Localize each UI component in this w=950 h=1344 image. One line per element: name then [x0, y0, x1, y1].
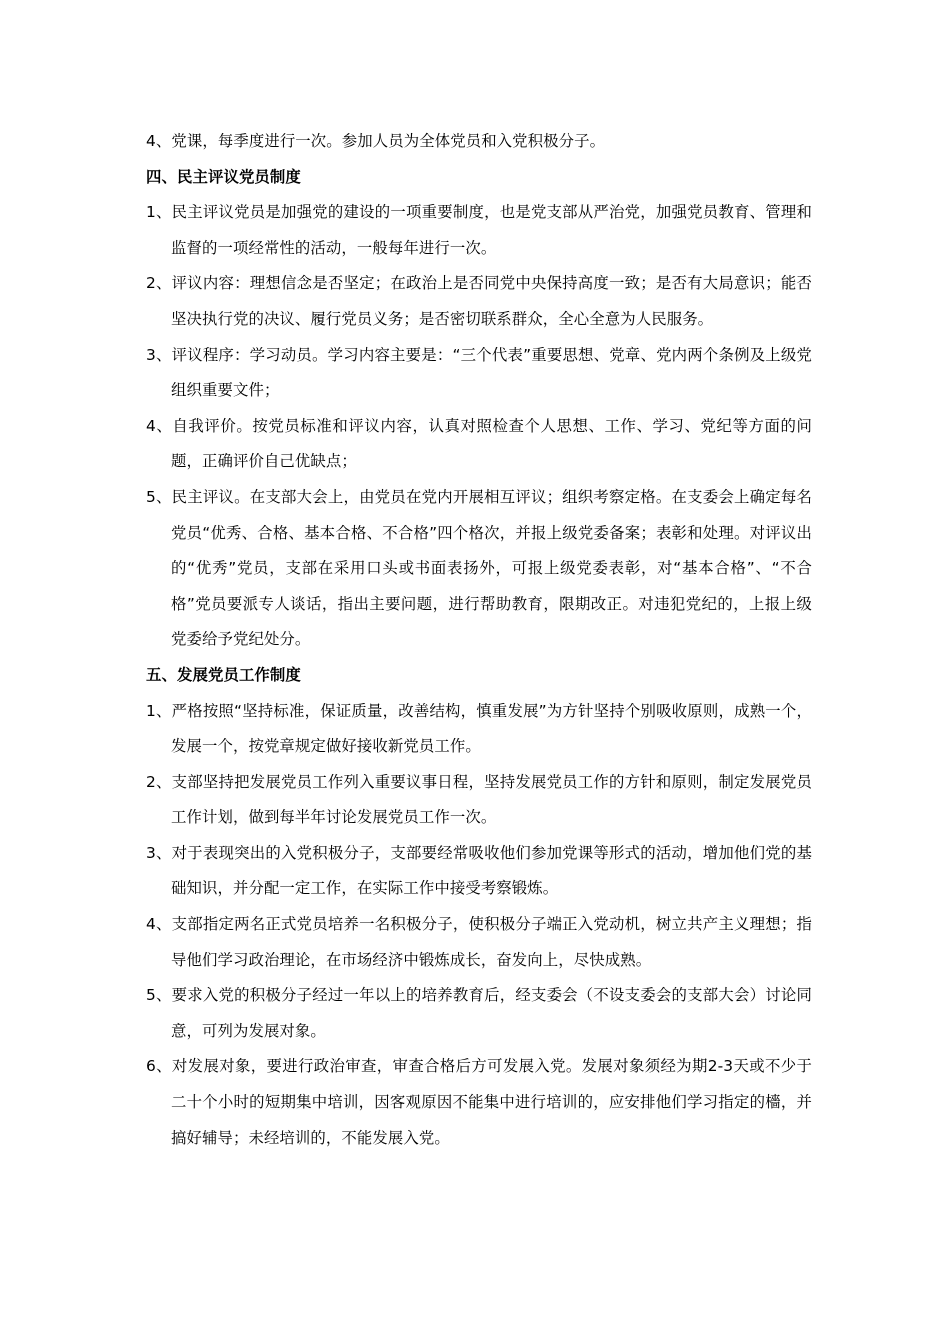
- list-item: 2、评议内容：理想信念是否坚定；在政治上是否同党中央保持高度一致；是否有大局意识；能否坚决执行党的决议、履行党员义务；是否密切联系群众，全心全意为人民服务。: [146, 274, 812, 328]
- list-item: 1、严格按照“坚持标准，保证质量，改善结构，慎重发展”为方针坚持个别吸收原则，成熟一个，发展一个，按党章规定做好接收新党员工作。: [146, 701, 812, 756]
- list-item: 2、支部坚持把发展党员工作列入重要议事日程，坚持发展党员工作的方针和原则，制定发展党员工作计划，做到每半年讨论发展党员工作一次。: [146, 772, 812, 827]
- list-item: 5、要求入党的积极分子经过一年以上的培养教育后，经支委会（不设支委会的支部大会）讨论同意，可列为发展对象。: [146, 986, 812, 1040]
- section-heading-member-development: 五、发展党员工作制度: [146, 665, 301, 684]
- list-item: 4、自我评价。按党员标准和评议内容，认真对照检查个人思想、工作、学习、党纪等方面的问题，正确评价自己优缺点；: [146, 416, 812, 471]
- list-item: 4、支部指定两名正式党员培养一名积极分子，使积极分子端正入党动机，树立共产主义理想；指导他们学习政治理论，在市场经济中锻炼成长，奋发向上，尽快成熟。: [146, 915, 812, 969]
- list-item: 5、民主评议。在支部大会上，由党员在党内开展相互评议；组织考察定格。在支委会上确定每名党员“优秀、合格、基本合格、不合格”四个格次，并报上级党委备案；表彰和处理。对评议出的“优秀”党员，支部在采用口头或书面表扬外，可报上级党委表彰，对“基本合格”、“不合格”党员要派专人谈话，指出主要问题，进行帮助教育，限期改正。对违犯党纪的，上报上级党委给予党纪处分。: [146, 487, 812, 649]
- document-body: [146, 124, 812, 1156]
- section-heading-democratic-review: 四、民主评议党员制度: [146, 167, 301, 186]
- list-item: 6、对发展对象，要进行政治审查，审查合格后方可发展入党。发展对象须经为期2-3天或不少于二十个小时的短期集中培训，因客观原因不能集中进行培训的，应安排他们学习指定的檣，并搞好辅导；未经培训的，不能发展入党。: [146, 1057, 812, 1147]
- list-item: 3、对于表现突出的入党积极分子，支部要经常吸收他们参加党课等形式的活动，增加他们党的基础知识，并分配一定工作，在实际工作中接受考察锻炼。: [146, 843, 812, 898]
- list-item: 3、评议程序：学习动员。学习内容主要是：“三个代表”重要思想、党章、党内两个条例及上级党组织重要文件；: [146, 345, 812, 400]
- list-item: 1、民主评议党员是加强党的建设的一项重要制度，也是党支部从严治党，加强党员教育、管理和监督的一项经常性的活动，一般每年进行一次。: [146, 203, 812, 257]
- paragraph-party-lecture: 4、党课，每季度进行一次。参加人员为全体党员和入党积极分子。: [146, 132, 606, 150]
